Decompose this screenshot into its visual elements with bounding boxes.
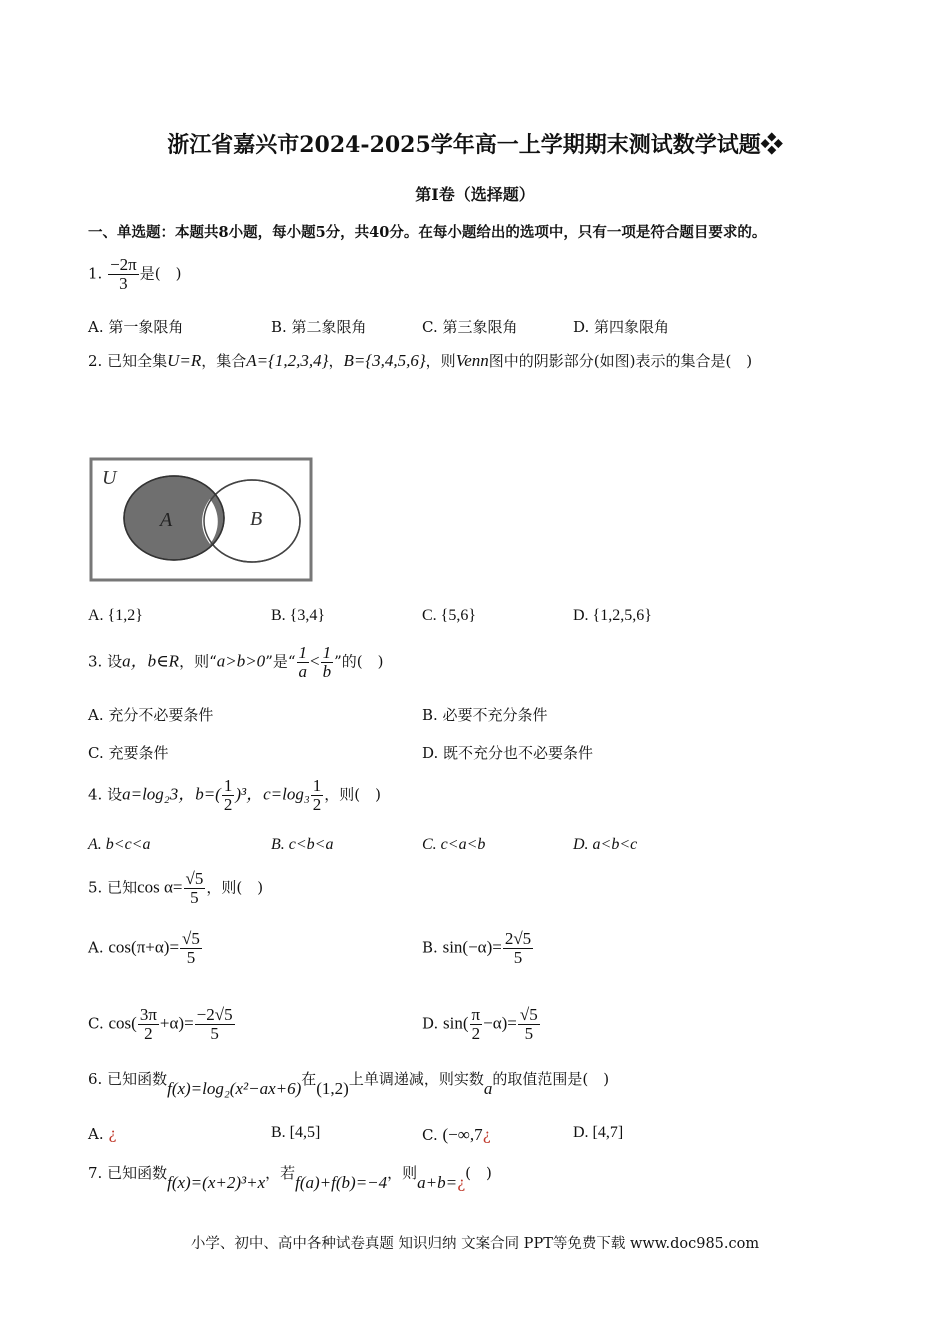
option-c[interactable]: C. 第三象限角 [422, 318, 518, 336]
option-a[interactable]: A. 充分不必要条件 [88, 706, 214, 724]
option-b[interactable]: B. 第二象限角 [271, 318, 367, 336]
fraction: $\frac{\pi}{2}$ [471, 1005, 481, 1043]
question-number: 1. [88, 264, 103, 283]
option-c[interactable]: C. {5,6} [422, 607, 477, 624]
venn-label-b: B [250, 508, 263, 530]
venn-label-u: U [102, 467, 117, 489]
section-instructions: 一、单选题：本题共8小题，每小题5分，共40分。在每小题给出的选项中，只有一项是符合题目要求的。 [88, 224, 767, 241]
option-b[interactable]: B. [4,5] [271, 1124, 321, 1141]
option-d[interactable]: D. {1,2,5,6} [573, 607, 652, 624]
fraction: $\frac{√5}{5}$ [182, 929, 200, 967]
question-1: 1. $\frac{-2\pi}{3}$ 是( ) [88, 255, 182, 293]
option-c[interactable]: C. c<a<b [422, 836, 486, 853]
option-b[interactable]: B. {3,4} [271, 607, 326, 624]
question-4: 4. 设a=log₂3，b=( $\frac{1}{2}$ )³，c=log₃ $\frac{1}{2}$ ，则( ) [88, 776, 381, 814]
option-c[interactable]: C. (−∞,7¿ [422, 1125, 491, 1144]
fraction: $\frac{3\pi}{2}$ [139, 1005, 157, 1043]
option-d[interactable]: D. sin( $\frac{\pi}{2}$ −α)= $\frac{√5}{5}$ [422, 1005, 538, 1043]
fraction: $\frac{1}{2}$ [312, 776, 322, 814]
fraction: $\frac{1}{2}$ [223, 776, 233, 814]
fraction: $\frac{√5}{5}$ [519, 1005, 538, 1043]
fraction: $\frac{√5}{5}$ [185, 869, 204, 907]
fraction: $\frac{-2√5}{5}$ [196, 1005, 233, 1043]
option-a[interactable]: A. {1,2} [88, 607, 143, 624]
document-title: 浙江省嘉兴市2024-2025学年高一上学期期末测试数学试题❖ [167, 132, 783, 158]
question-7: 7. 已知函数f(x)=(x+2)³+x，若f(a)+f(b)=−4，则a+b=¿( ) [88, 1164, 492, 1192]
option-d[interactable]: D. 第四象限角 [573, 318, 670, 336]
page-footer: 小学、初中、高中各种试卷真题 知识归纳 文案合同 PPT等免费下载 www.doc985.com [190, 1236, 760, 1252]
option-b[interactable]: B. sin(−α)= $\frac{2√5}{5}$ [422, 929, 532, 967]
fraction: $\frac{2√5}{5}$ [504, 929, 532, 967]
venn-diagram [88, 456, 316, 588]
section-subtitle: 第I卷（选择题） [415, 185, 535, 204]
question-3: 3. 设a，b∈R，则“a>b>0”是“ $\frac{1}{a}$ < $\frac{1}{b}$ ”的( ) [88, 643, 384, 681]
option-d[interactable]: D. 既不充分也不必要条件 [422, 744, 594, 762]
option-c[interactable]: C. cos( $\frac{3\pi}{2}$ +α)= $\frac{-2√5}{5}$ [88, 1005, 233, 1043]
option-a[interactable]: A. cos(π+α)= $\frac{√5}{5}$ [88, 929, 200, 967]
option-d[interactable]: D. a<b<c [573, 836, 638, 853]
fraction: $\frac{-2\pi}{3}$ [110, 255, 137, 293]
question-2: 2. 已知全集U=R，集合A={1,2,3,4}，B={3,4,5,6}，则Venn图中的阴影部分(如图)表示的集合是( ) [88, 351, 753, 370]
option-b[interactable]: B. 必要不充分条件 [422, 706, 548, 724]
option-d[interactable]: D. [4,7] [573, 1124, 624, 1141]
fraction: $\frac{1}{b}$ [322, 643, 332, 681]
option-a[interactable]: A. b<c<a [88, 836, 151, 853]
venn-label-a: A [160, 509, 173, 531]
option-c[interactable]: C. 充要条件 [88, 744, 169, 762]
option-b[interactable]: B. c<b<a [271, 836, 334, 853]
fraction: $\frac{1}{a}$ [298, 643, 308, 681]
option-a[interactable]: A. 第一象限角 [88, 318, 184, 336]
question-6: 6. 已知函数f(x)=log₂(x²−ax+6)在(1,2)上单调递减，则实数a的取值范围是( ) [88, 1070, 610, 1098]
question-5: 5. 已知cos α= $\frac{√5}{5}$ ，则( ) [88, 869, 264, 907]
option-a[interactable]: A. ¿ [88, 1125, 117, 1143]
